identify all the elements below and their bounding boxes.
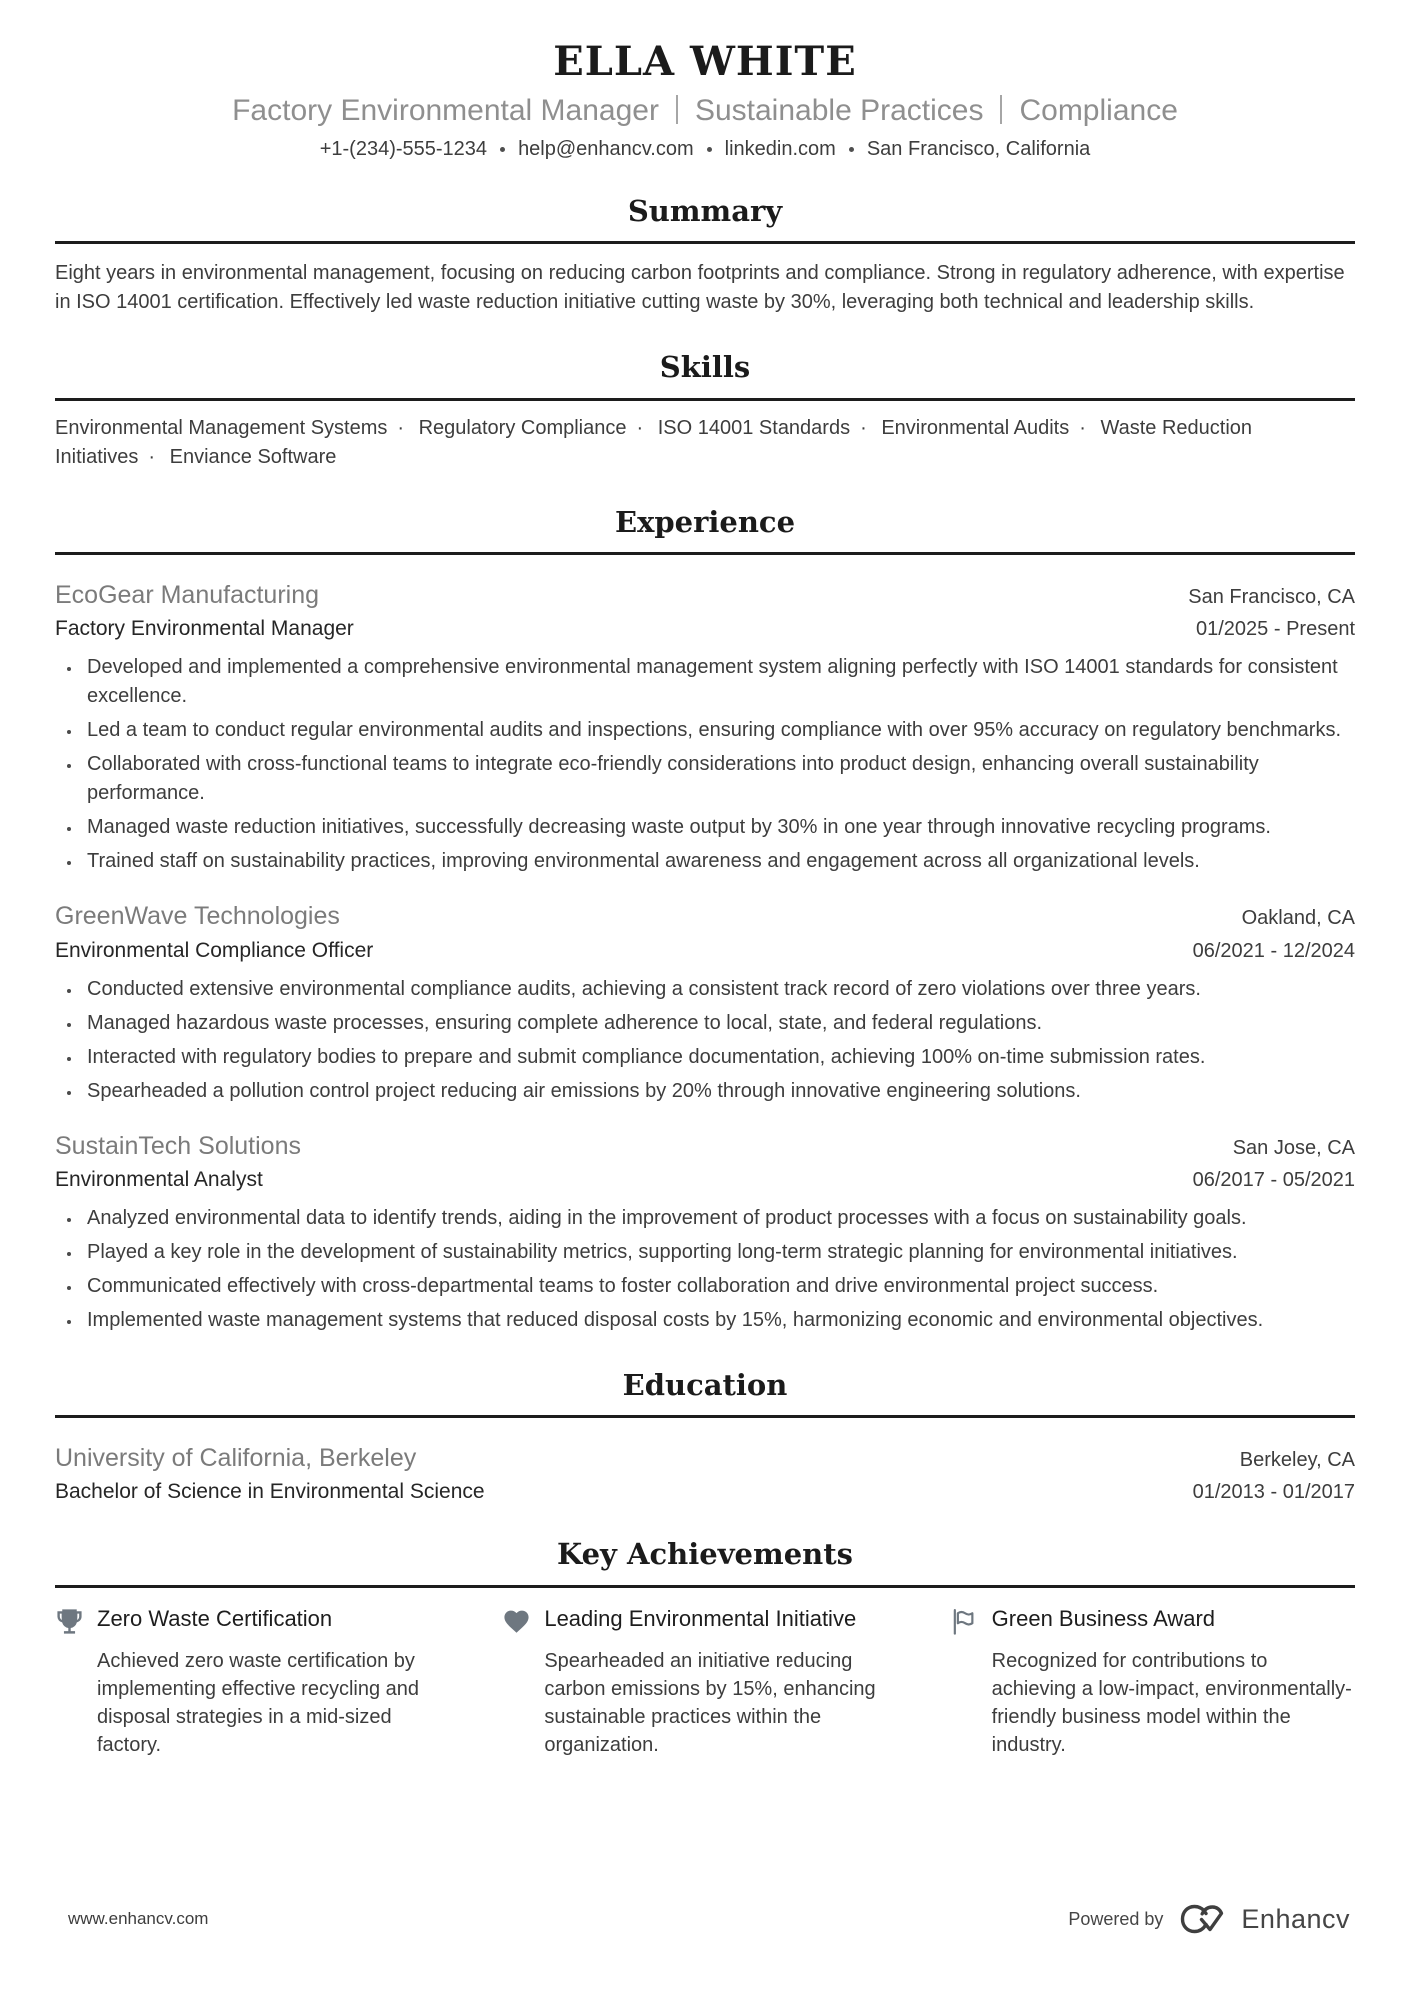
section-divider	[55, 552, 1355, 555]
school-name: University of California, Berkeley	[55, 1444, 417, 1473]
section-divider	[55, 241, 1355, 244]
education-dates: 01/2013 - 01/2017	[1192, 1481, 1355, 1504]
achievement-title: Green Business Award	[991, 1605, 1216, 1631]
person-name: ELLA WHITE	[553, 38, 857, 85]
headline-part: Compliance	[1019, 94, 1178, 127]
skill-item: Environmental Management Systems ·	[55, 417, 413, 439]
bullet-list	[55, 1204, 1355, 1335]
bullet-item: • Developed and implemented a comprehensive environmental management system aligning perfectly with ISO 14001 standards for consistent excellence.	[82, 653, 1355, 711]
education-entry	[55, 1443, 1355, 1504]
skills-list	[55, 414, 1355, 472]
section-summary	[55, 195, 1355, 317]
pipe-separator	[676, 95, 678, 124]
company-name: SustainTech Solutions	[55, 1131, 301, 1160]
bullet-item: • Trained staff on sustainability practices, improving environmental awareness and engagement across all organizational levels.	[82, 847, 1355, 876]
degree-name: Bachelor of Science in Environmental Science	[55, 1480, 485, 1504]
bullet-item: • Led a team to conduct regular environmental audits and inspections, ensuring compliance with over 95% accuracy on regulatory benchmarks.	[82, 716, 1355, 745]
achievement-description: Achieved zero waste certification by implementing effective recycling and disposal strategies in a mid-sized factory.	[97, 1649, 420, 1756]
bullet-list	[55, 975, 1355, 1106]
dot-separator	[849, 147, 854, 152]
summary-text: Eight years in environmental management, focusing on reducing carbon footprints and compliance. Strong in regulatory adherence, with expertise in ISO 14001 certification. Effectively led waste reduction initiative cutting waste by 30%, leveraging both technical and leadership skills.	[55, 262, 1345, 314]
website-link[interactable]: www.enhancv.com	[68, 1909, 209, 1928]
trophy-icon	[55, 1607, 84, 1636]
headline-part: Factory Environmental Manager	[232, 94, 659, 127]
achievement-item	[55, 1605, 460, 1759]
bullet-item: • Analyzed environmental data to identify trends, aiding in the improvement of product processes with a focus on sustainability goals.	[82, 1204, 1355, 1233]
section-heading: Skills	[659, 350, 751, 385]
skill-item: Environmental Audits ·	[881, 417, 1095, 439]
section-heading: Summary	[627, 194, 783, 228]
achievement-title: Zero Waste Certification	[97, 1605, 333, 1631]
bullet-item: • Played a key role in the development of sustainability metrics, supporting long-term strategic planning for environmental initiatives.	[82, 1238, 1355, 1267]
section-divider	[55, 1415, 1355, 1418]
bullet-item: • Collaborated with cross-functional teams to integrate eco-friendly considerations into product design, enhancing overall sustainability performance.	[82, 750, 1355, 808]
dot-separator	[707, 147, 712, 152]
job-title: Environmental Analyst	[55, 1167, 263, 1191]
achievement-item	[950, 1605, 1355, 1759]
achievement-title: Leading Environmental Initiative	[544, 1605, 857, 1631]
job-title: Environmental Compliance Officer	[55, 938, 374, 962]
bullet-item: • Communicated effectively with cross-departmental teams to foster collaboration and drive environmental project success.	[82, 1272, 1355, 1301]
enhancv-logo-icon	[1179, 1903, 1225, 1935]
powered-by-block[interactable]	[1068, 1903, 1350, 1935]
location-text: San Francisco, California	[866, 138, 1091, 160]
company-name: EcoGear Manufacturing	[55, 581, 320, 610]
job-location: San Jose, CA	[1232, 1136, 1355, 1159]
skill-item: Regulatory Compliance ·	[419, 417, 653, 439]
section-achievements	[55, 1538, 1355, 1758]
section-heading: Key Achievements	[557, 1537, 853, 1572]
email-link[interactable]: help@enhancv.com	[518, 138, 694, 160]
bullet-item: • Interacted with regulatory bodies to prepare and submit compliance documentation, achieving 100% on-time submission rates.	[82, 1043, 1355, 1072]
experience-entry	[55, 580, 1355, 876]
heart-icon	[502, 1607, 531, 1636]
achievement-description: Spearheaded an initiative reducing carbon emissions by 15%, enhancing sustainable practices within the organization.	[544, 1649, 876, 1756]
job-title: Factory Environmental Manager	[55, 617, 354, 641]
bullet-item: • Managed hazardous waste processes, ensuring complete adherence to local, state, and federal regulations.	[82, 1009, 1355, 1038]
achievement-item	[502, 1605, 907, 1759]
section-education	[55, 1369, 1355, 1505]
bullet-item: • Conducted extensive environmental compliance audits, achieving a consistent track record of zero violations over three years.	[82, 975, 1355, 1004]
flag-icon	[950, 1607, 979, 1636]
resume-header	[55, 40, 1355, 161]
company-name: GreenWave Technologies	[55, 902, 340, 931]
achievement-description: Recognized for contributions to achieving a low-impact, environmentally-friendly business model within the industry.	[991, 1649, 1352, 1756]
skill-item: Waste Reduction Initiatives ·	[55, 417, 1252, 468]
pipe-separator	[1000, 95, 1002, 124]
section-divider	[55, 1585, 1355, 1588]
job-dates: 06/2017 - 05/2021	[1192, 1168, 1355, 1191]
phone-number: +1-(234)-555-1234	[319, 138, 488, 160]
experience-entry	[55, 1131, 1355, 1335]
section-heading: Education	[622, 1367, 788, 1402]
linkedin-link[interactable]: linkedin.com	[724, 138, 836, 160]
skill-item: ISO 14001 Standards ·	[658, 417, 876, 439]
contact-line	[55, 138, 1355, 161]
page-footer	[68, 1903, 1350, 1935]
job-location: San Francisco, CA	[1188, 586, 1355, 609]
section-divider	[55, 398, 1355, 401]
job-location: Oakland, CA	[1241, 907, 1355, 930]
skill-item: Enviance Software	[169, 445, 337, 468]
job-dates: 01/2025 - Present	[1196, 618, 1355, 641]
bullet-item: • Spearheaded a pollution control project reducing air emissions by 20% through innovative engineering solutions.	[82, 1077, 1355, 1106]
powered-by-label: Powered by	[1068, 1908, 1164, 1929]
section-skills	[55, 351, 1355, 471]
school-location: Berkeley, CA	[1239, 1449, 1355, 1472]
headline	[55, 93, 1355, 129]
bullet-item: • Implemented waste management systems that reduced disposal costs by 15%, harmonizing economic and environmental objectives.	[82, 1306, 1355, 1335]
section-heading: Experience	[614, 504, 796, 539]
experience-entry	[55, 901, 1355, 1105]
bullet-list	[55, 653, 1355, 876]
bullet-item: • Managed waste reduction initiatives, successfully decreasing waste output by 30% in one year through innovative recycling programs.	[82, 813, 1355, 842]
job-dates: 06/2021 - 12/2024	[1192, 939, 1355, 962]
headline-part: Sustainable Practices	[694, 94, 984, 127]
achievements-grid	[55, 1605, 1355, 1759]
enhancv-wordmark: Enhancv	[1241, 1903, 1350, 1934]
section-experience	[55, 506, 1355, 1335]
dot-separator	[500, 147, 505, 152]
